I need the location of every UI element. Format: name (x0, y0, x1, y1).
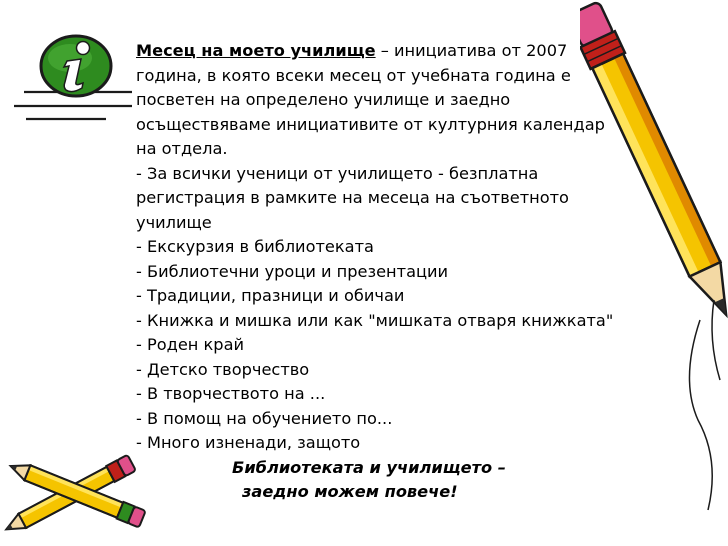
list-item: - Традиции, празници и обичаи (136, 286, 405, 305)
list-item: - Много изненади, защото (136, 433, 361, 452)
intro-rest: – инициатива от 2007 (375, 41, 568, 60)
closing-line: Библиотеката и училището – (232, 457, 506, 477)
intro-line: посветен на определено училище и заедно (136, 90, 511, 109)
list-item: - Детско творчество (136, 359, 310, 379)
closing-line: заедно можем повече! (242, 482, 458, 501)
list-item: - Библиотечни уроци и презентации (136, 261, 449, 281)
list-item: - Роден край (136, 335, 245, 354)
list-item: училище (136, 212, 212, 232)
intro-line: на отдела. (136, 139, 228, 158)
list-item: - Книжка и мишка или как "мишката отваря книжката" (136, 310, 614, 330)
info-icon (10, 14, 132, 134)
intro-line: година, в която всеки месец от учебната година е (136, 65, 571, 85)
intro-line: осъществяваме инициативите от културния календар (136, 114, 605, 134)
crossed-pencils-icon (0, 430, 160, 546)
initiative-title: Месец на моето училище (136, 41, 376, 60)
list-item: - В творчеството на ... (136, 384, 326, 403)
pencil-icon (580, 0, 728, 546)
list-item: - Екскурзия в библиотеката (136, 237, 374, 256)
list-item: - В помощ на обучението по... (136, 408, 393, 428)
list-item: регистрация в рамките на месеца на съответното (136, 188, 569, 207)
list-item: - За всички ученици от училището - безплатна (136, 163, 539, 183)
